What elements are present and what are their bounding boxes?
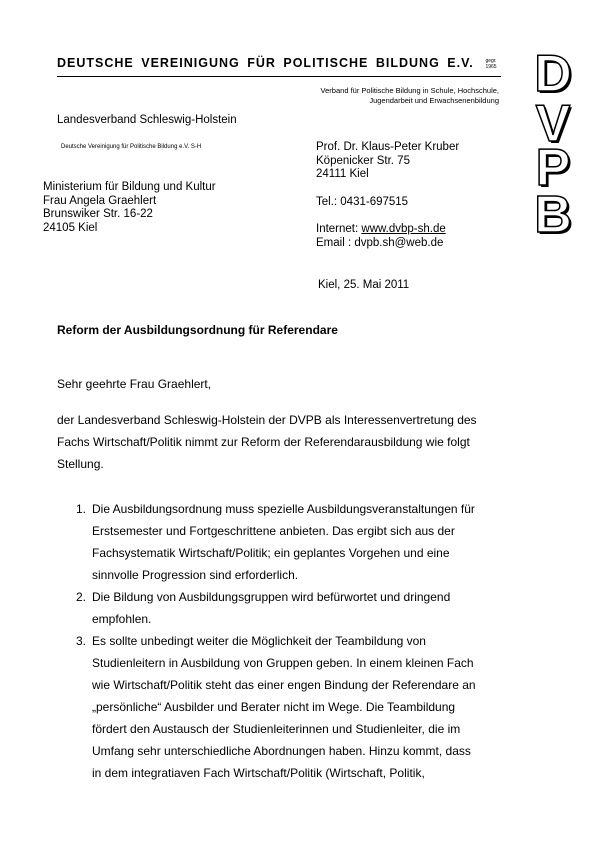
letter-date: Kiel, 25. Mai 2011: [318, 279, 410, 291]
list-line: Umfang sehr unterschiedliche Abordnungen haben. Hinzu kommt, dass: [92, 744, 471, 758]
logo-letter-v: V: [535, 95, 571, 153]
contact-city: 24111 Kiel: [316, 168, 369, 180]
spacer: [316, 182, 459, 196]
paragraph-line: der Landesverband Schleswig-Holstein der DVPB als Interessenvertretung des: [57, 413, 477, 427]
list-line: Die Bildung von Ausbildungsgruppen wird befürwortet und dringend: [92, 590, 451, 604]
salutation: Sehr geehrte Frau Graehlert,: [57, 377, 212, 391]
logo-letter-d: D: [534, 45, 572, 103]
letter-subject: Reform der Ausbildungsordnung für Referendare: [57, 323, 338, 337]
recipient-line: 24105 Kiel: [43, 221, 98, 234]
logo-letter-p: P: [535, 139, 571, 197]
list-number: 2.: [76, 590, 87, 604]
organization-name: DEUTSCHE VEREINIGUNG FÜR POLITISCHE BILDUNG E.V.: [57, 56, 474, 70]
list-line: in dem integratiaven Fach Wirtschaft/Politik (Wirtschaft, Politik,: [92, 766, 425, 780]
list-item: [57, 586, 507, 630]
list-number: 1.: [76, 502, 87, 516]
header-divider: [57, 76, 501, 77]
numbered-list: [57, 498, 507, 784]
list-item: [57, 630, 507, 784]
paragraph-line: Stellung.: [57, 457, 104, 471]
paragraph-line: Fachs Wirtschaft/Politik nimmt zur Reform der Referendarausbildung wie folgt: [57, 435, 470, 449]
spacer: [316, 209, 459, 223]
list-line: Es sollte unbedingt weiter die Möglichkeit der Teambildung von: [92, 634, 426, 648]
recipient-line: Brunswiker Str. 16-22: [43, 208, 153, 220]
organization-subtitle-line1: Verband für Politische Bildung in Schule, Hochschule,: [320, 86, 499, 95]
founded-note: gegr. 1965: [485, 58, 497, 70]
landesverband-heading: Landesverband Schleswig-Holstein: [57, 114, 237, 126]
list-line: sinnvolle Progression sind erforderlich.: [92, 568, 299, 582]
recipient-address: [43, 181, 216, 235]
list-number: 3.: [76, 634, 87, 648]
list-line: Studienleitern in Ausbildung von Gruppen geben. In einem kleinen Fach: [92, 656, 474, 670]
list-line: fördert den Austausch der Studienleiterinnen und Studienleiter, die im: [92, 722, 461, 736]
logo-letter-b: B: [534, 186, 572, 244]
list-item: [57, 498, 507, 586]
website-link[interactable]: www.dvbp-sh.de: [361, 223, 446, 235]
list-line: wie Wirtschaft/Politik steht das einer engen Bindung der Referendare an: [92, 678, 476, 692]
list-line: Die Ausbildungsordnung muss spezielle Ausbildungsveranstaltungen für: [92, 502, 475, 516]
list-line: Erstsemester und Fortgeschrittene anbieten. Das ergibt sich aus der: [92, 524, 455, 538]
contact-email: Email : dvpb.sh@web.de: [316, 236, 444, 249]
organization-subtitle-line2: Jugendarbeit und Erwachsenenbildung: [369, 96, 499, 105]
list-line: Fachsystematik Wirtschaft/Politik; ein geplantes Vorgehen und eine: [92, 546, 450, 560]
intro-paragraph: [57, 409, 507, 475]
contact-internet: [316, 223, 459, 237]
contact-phone: Tel.: 0431-697515: [316, 195, 409, 208]
recipient-line: Frau Angela Graehlert: [43, 194, 157, 207]
list-line: empfohlen.: [92, 612, 152, 626]
return-address-line: Deutsche Vereinigung für Politische Bildung e.V. S-H: [61, 144, 202, 150]
internet-label: Internet:: [316, 223, 362, 235]
recipient-line: Ministerium für Bildung und Kultur: [43, 181, 216, 193]
contact-name: Prof. Dr. Klaus-Peter Kruber: [316, 141, 460, 153]
list-line: „persönliche“ Ausbilder und Berater nicht im Wege. Die Teambildung: [92, 700, 456, 714]
contact-block: [316, 141, 459, 250]
contact-street: Köpenicker Str. 75: [316, 154, 410, 167]
